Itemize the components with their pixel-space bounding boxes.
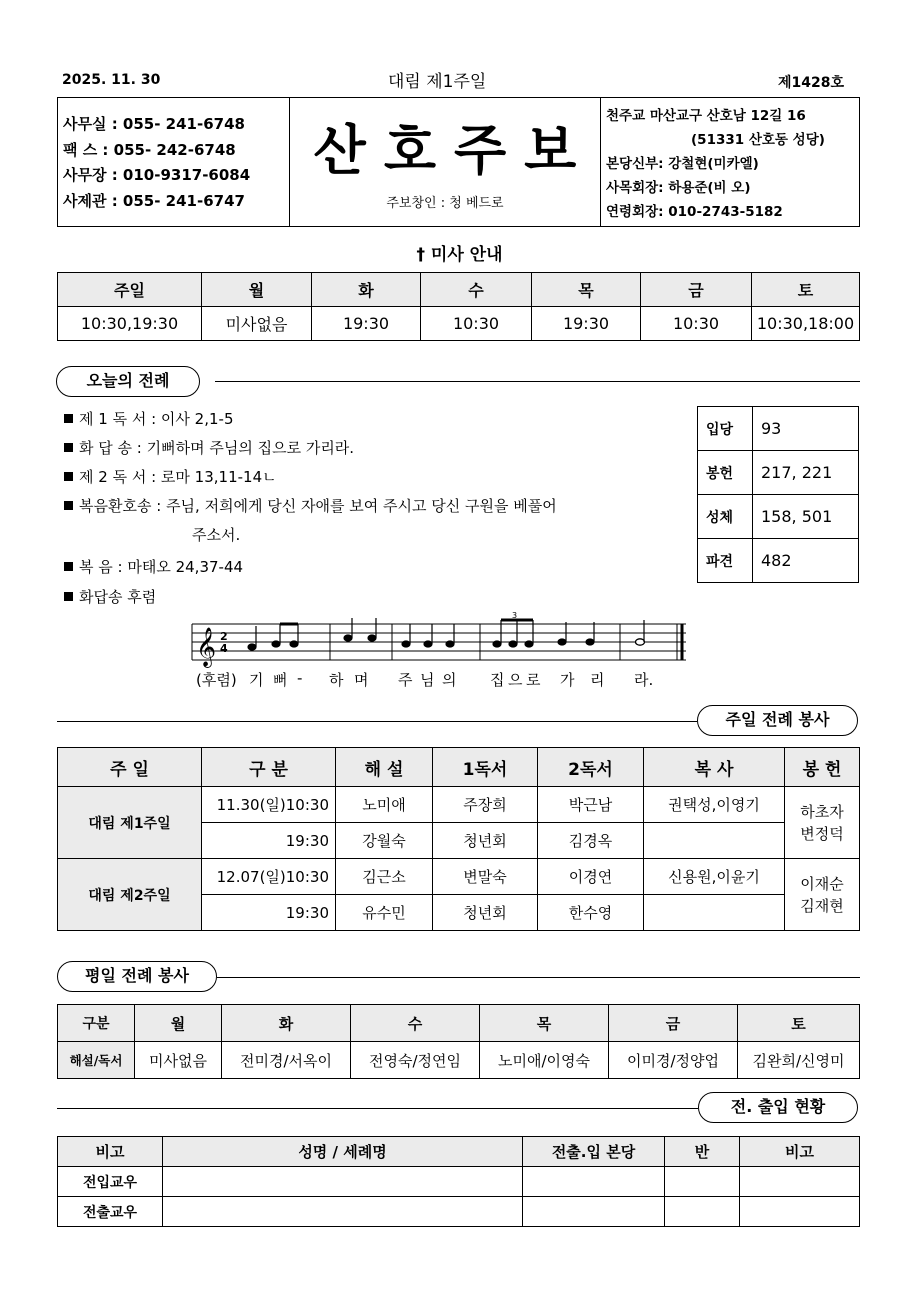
header-cell: 성명 / 세례명 — [163, 1137, 523, 1167]
time-cell: 10:30 — [421, 307, 532, 341]
lyric-syllable: 리 — [590, 671, 605, 689]
header-cell: 월 — [135, 1005, 222, 1042]
time-cell: 19:30 — [312, 307, 421, 341]
header-cell: 전출.입 본당 — [523, 1137, 665, 1167]
hymn-number: 482 — [753, 539, 859, 583]
header-cell: 금 — [609, 1005, 738, 1042]
masthead — [57, 97, 860, 227]
time-cell: 10:30,19:30 — [58, 307, 202, 341]
reading-acclamation-cont: 주소서. — [192, 526, 241, 544]
time-cell: 미사없음 — [202, 307, 312, 341]
hymn-label: 성체 — [698, 495, 753, 539]
liturgy-section-pill: 오늘의 전례 — [56, 366, 200, 397]
reading-first: 제 1 독 서 : 이사 2,1-5 — [64, 408, 233, 429]
time-cell: 10:30 — [641, 307, 752, 341]
service-time: 12.07(일)10:30 — [202, 859, 336, 895]
parish-cell[interactable] — [523, 1197, 665, 1227]
lyric-syllable: 집 — [490, 671, 505, 689]
week-name: 대림 제2주일 — [58, 859, 202, 931]
sunday-row — [58, 787, 860, 823]
refrain-tag: (후렴) — [196, 671, 237, 689]
header-cell: 2독서 — [538, 748, 644, 787]
weekday-value: 김완희/신영미 — [738, 1042, 860, 1079]
sunday-service-table — [57, 747, 860, 931]
header-cell: 해 설 — [336, 748, 433, 787]
federation-president: 연령회장: 010-2743-5182 — [606, 204, 783, 220]
reading-acclamation: 복음환호송 : 주님, 저희에게 당신 자애를 보여 주시고 당신 구원을 베풀어 — [64, 495, 557, 516]
day-cell: 화 — [312, 273, 421, 307]
header-cell: 비고 — [740, 1137, 860, 1167]
weekday-section-pill: 평일 전례 봉사 — [57, 961, 217, 992]
server: 신용원,이윤기 — [644, 859, 785, 895]
group-cell[interactable] — [665, 1197, 740, 1227]
header-cell: 1독서 — [433, 748, 538, 787]
commentary: 유수민 — [336, 895, 433, 931]
lyric-syllable: 뻐 — [273, 671, 288, 689]
refrain-music-staff — [190, 612, 690, 668]
parish-cell[interactable] — [523, 1167, 665, 1197]
hymn-row — [698, 451, 859, 495]
day-cell: 월 — [202, 273, 312, 307]
masthead-title-box — [290, 98, 601, 226]
sunday-section-pill: 주일 전례 봉사 — [697, 705, 858, 736]
mass-times-row — [58, 307, 860, 341]
liturgy-section-rule — [215, 381, 860, 382]
treble-clef-icon: 𝄞 — [196, 627, 217, 667]
svg-text:3: 3 — [512, 612, 518, 620]
row-label: 해설/독서 — [58, 1042, 135, 1079]
liturgical-week: 대림 제1주일 — [388, 72, 487, 92]
reading-gospel: 복 음 : 마태오 24,37-44 — [64, 556, 243, 577]
note-cell[interactable] — [740, 1167, 860, 1197]
address-line2: (51331 산호동 성당) — [691, 132, 825, 148]
server — [644, 823, 785, 859]
day-cell: 주일 — [58, 273, 202, 307]
reading2: 김경옥 — [538, 823, 644, 859]
pastor: 본당신부: 강철현(미카엘) — [606, 156, 759, 172]
commentary: 노미애 — [336, 787, 433, 823]
transfer-section-pill: 전. 출입 현황 — [698, 1092, 858, 1123]
header-cell: 비고 — [58, 1137, 163, 1167]
header-cell: 주 일 — [58, 748, 202, 787]
header-cell: 화 — [222, 1005, 351, 1042]
bulletin-title: 산호주보 — [313, 119, 595, 182]
hymn-label: 파견 — [698, 539, 753, 583]
mass-schedule-table — [57, 272, 860, 341]
reading2: 박근남 — [538, 787, 644, 823]
lyric-syllable: 로 — [526, 671, 541, 689]
week-name: 대림 제1주일 — [58, 787, 202, 859]
reading1: 청년회 — [433, 895, 538, 931]
sunday-section-rule — [57, 721, 697, 722]
header-cell: 복 사 — [644, 748, 785, 787]
name-cell[interactable] — [163, 1167, 523, 1197]
weekday-section-rule — [217, 977, 860, 978]
header-cell: 목 — [480, 1005, 609, 1042]
reading2: 이경연 — [538, 859, 644, 895]
name-cell[interactable] — [163, 1197, 523, 1227]
offering: 이재순 김재현 — [785, 859, 860, 931]
reading-psalm: 화 답 송 : 기뻐하며 주님의 집으로 가리라. — [64, 437, 354, 458]
weekday-row — [58, 1042, 860, 1079]
hymn-label: 입당 — [698, 407, 753, 451]
lyric-syllable: 으 — [508, 671, 523, 689]
hymn-row — [698, 539, 859, 583]
reading1: 주장희 — [433, 787, 538, 823]
day-cell: 수 — [421, 273, 532, 307]
weekday-service-table — [57, 1004, 860, 1079]
lyric-syllable: 님 — [420, 671, 435, 689]
offering: 하초자 변정덕 — [785, 787, 860, 859]
contact-rectory: 사제관 : 055- 241-6747 — [63, 191, 245, 210]
header-cell: 구분 — [58, 1005, 135, 1042]
sunday-row — [58, 859, 860, 895]
header-cell: 반 — [665, 1137, 740, 1167]
hymn-row — [698, 407, 859, 451]
weekday-header-row — [58, 1005, 860, 1042]
publisher: 주보창인 : 청 베드로 — [386, 196, 504, 211]
bulletin-date: 2025. 11. 30 — [62, 72, 161, 88]
note-cell[interactable] — [740, 1197, 860, 1227]
reading2: 한수영 — [538, 895, 644, 931]
transfer-header-row — [58, 1137, 860, 1167]
sunday-header-row — [58, 748, 860, 787]
lyric-syllable: 라. — [634, 671, 654, 689]
header-cell: 봉 헌 — [785, 748, 860, 787]
council-president: 사목회장: 하용준(비 오) — [606, 180, 751, 196]
time-cell: 10:30,18:00 — [752, 307, 860, 341]
reading1: 청년회 — [433, 823, 538, 859]
lyric-syllable: - — [297, 669, 303, 687]
lyric-syllable: 하 — [329, 671, 344, 689]
svg-text:4: 4 — [220, 642, 228, 655]
transfer-table — [57, 1136, 860, 1227]
commentary: 강월숙 — [336, 823, 433, 859]
transfer-section-rule — [57, 1108, 698, 1109]
time-cell: 19:30 — [532, 307, 641, 341]
hymn-label: 봉헌 — [698, 451, 753, 495]
parish-info — [601, 98, 859, 226]
contact-list — [58, 98, 290, 226]
transfer-row — [58, 1167, 860, 1197]
weekday-value: 전영숙/정연임 — [351, 1042, 480, 1079]
day-cell: 토 — [752, 273, 860, 307]
lyric-syllable: 며 — [354, 671, 369, 689]
lyric-syllable: 주 — [398, 671, 413, 689]
svg-text:2: 2 — [220, 630, 228, 643]
commentary: 김근소 — [336, 859, 433, 895]
issue-number: 제1428호 — [778, 75, 845, 91]
weekday-value: 노미애/이영숙 — [480, 1042, 609, 1079]
hymn-table — [697, 406, 859, 583]
transfer-type: 전입교우 — [58, 1167, 163, 1197]
contact-secretary: 사무장 : 010-9317-6084 — [63, 166, 251, 184]
weekday-value: 이미경/정양업 — [609, 1042, 738, 1079]
lyric-syllable: 의 — [442, 671, 457, 689]
address-line1: 천주교 마산교구 산호남 12길 16 — [606, 108, 806, 124]
mass-days-row — [58, 273, 860, 307]
lyric-syllable: 기 — [249, 671, 264, 689]
service-time: 19:30 — [202, 895, 336, 931]
header-cell: 구 분 — [202, 748, 336, 787]
hymn-number: 217, 221 — [753, 451, 859, 495]
contact-office: 사무실 : 055- 241-6748 — [63, 115, 245, 133]
service-time: 19:30 — [202, 823, 336, 859]
reading-second: 제 2 독 서 : 로마 13,11-14ㄴ — [64, 466, 277, 487]
service-time: 11.30(일)10:30 — [202, 787, 336, 823]
group-cell[interactable] — [665, 1167, 740, 1197]
server — [644, 895, 785, 931]
header-cell: 수 — [351, 1005, 480, 1042]
mass-info-title: † 미사 안내 — [416, 245, 503, 265]
lyric-syllable: 가 — [560, 671, 575, 689]
header-cell: 토 — [738, 1005, 860, 1042]
hymn-row — [698, 495, 859, 539]
hymn-number: 158, 501 — [753, 495, 859, 539]
transfer-type: 전출교우 — [58, 1197, 163, 1227]
server: 권택성,이영기 — [644, 787, 785, 823]
weekday-value: 전미경/서옥이 — [222, 1042, 351, 1079]
day-cell: 금 — [641, 273, 752, 307]
transfer-row — [58, 1197, 860, 1227]
day-cell: 목 — [532, 273, 641, 307]
reading1: 변말숙 — [433, 859, 538, 895]
weekday-value: 미사없음 — [135, 1042, 222, 1079]
psalm-refrain-label: 화답송 후렴 — [64, 586, 156, 607]
contact-fax: 팩 스 : 055- 242-6748 — [63, 140, 236, 159]
hymn-number: 93 — [753, 407, 859, 451]
